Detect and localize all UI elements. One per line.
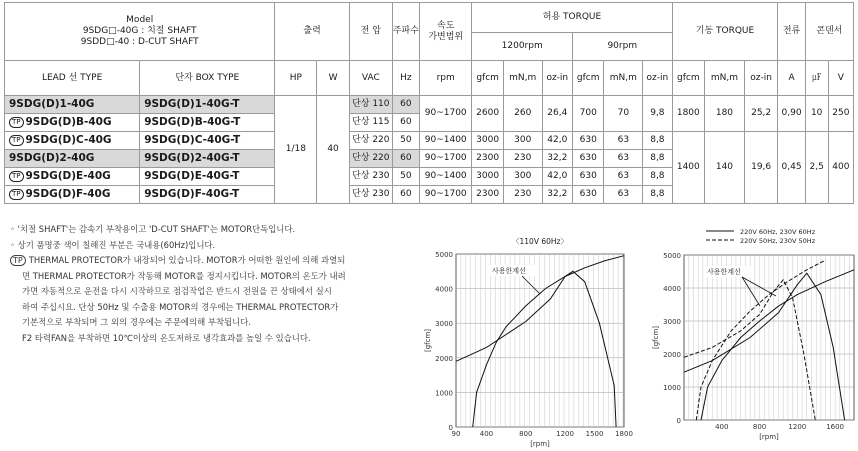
annotation-label: 사용한계선 bbox=[707, 268, 741, 276]
frequency-header: 주파수 bbox=[392, 3, 419, 61]
vac-value: 단상 220 bbox=[349, 132, 392, 150]
v-unit: V bbox=[828, 61, 853, 96]
t2-mnm: 63 bbox=[604, 150, 643, 168]
notes-block bbox=[10, 222, 430, 346]
start-torque-header: 기동 TORQUE bbox=[672, 3, 778, 61]
x-axis-label: [rpm] bbox=[759, 433, 779, 441]
speed-value: 90~1700 bbox=[420, 186, 472, 204]
t2-ozin: 8,8 bbox=[643, 168, 672, 186]
speed-value: 90~1400 bbox=[420, 132, 472, 150]
t2-mnm: 63 bbox=[604, 186, 643, 204]
y-tick-label: 3000 bbox=[663, 318, 681, 326]
lead-model: 9SDG(D)1-40G bbox=[5, 96, 140, 114]
legend-label: 220V 60Hz, 230V 60Hz bbox=[740, 228, 816, 236]
hz-value: 60 bbox=[392, 96, 419, 114]
output-header: 출력 bbox=[275, 3, 349, 61]
box-model: 9SDG(D)F-40G-T bbox=[140, 186, 275, 204]
thermal-protector-badge: TP bbox=[9, 189, 24, 200]
v-value: 250 bbox=[828, 96, 853, 132]
box-model: 9SDG(D)E-40G-T bbox=[140, 168, 275, 186]
start-ozin: 19,6 bbox=[744, 132, 778, 204]
y-tick-label: 2000 bbox=[663, 351, 681, 359]
vac-value: 단상 220 bbox=[349, 150, 392, 168]
y-tick-label: 1000 bbox=[663, 384, 681, 392]
annotation-label: 사용한계선 bbox=[492, 267, 526, 275]
x-tick-label: 800 bbox=[752, 423, 767, 431]
y-axis-label: [gfcm] bbox=[652, 325, 660, 350]
t1-ozin: 42,0 bbox=[542, 132, 572, 150]
lead-model: 9SDG(D)2-40G bbox=[5, 150, 140, 168]
t1-gfcm: 2600 bbox=[472, 96, 503, 132]
thermal-protector-badge: TP bbox=[10, 255, 26, 266]
note-thermal-line: 기본적으로 부착되며 그 외의 경우에는 주문에의해 부착됩니다. bbox=[22, 317, 251, 327]
ozin-unit: oz-in bbox=[744, 61, 778, 96]
x-tick-label: 400 bbox=[479, 430, 494, 438]
w-value: 40 bbox=[317, 96, 350, 204]
plot-frame bbox=[456, 254, 624, 427]
speed-value: 90~1400 bbox=[420, 168, 472, 186]
t1-mnm: 230 bbox=[503, 186, 542, 204]
y-tick-label: 0 bbox=[448, 424, 453, 432]
box-type-header: 단자 BOX TYPE bbox=[140, 61, 275, 96]
hz-unit: Hz bbox=[392, 61, 419, 96]
note-thermal-line: 가면 자동적으로 운전을 다시 시작하므로 점검작업은 반드시 전원을 끈 상태에서 실시 bbox=[22, 286, 332, 296]
torque-chart-110v bbox=[412, 232, 638, 448]
uf-value: 2,5 bbox=[805, 132, 828, 204]
lead-model: TP 9SDG(D)B-40G bbox=[5, 114, 140, 132]
t1-gfcm: 2300 bbox=[472, 150, 503, 168]
t1-ozin: 26,4 bbox=[542, 96, 572, 132]
w-unit: W bbox=[317, 61, 350, 96]
y-tick-label: 5000 bbox=[663, 252, 681, 260]
y-tick-label: 4000 bbox=[663, 285, 681, 293]
thermal-protector-badge: TP bbox=[9, 171, 24, 182]
start-ozin: 25,2 bbox=[744, 96, 778, 132]
t1-ozin: 42,0 bbox=[542, 168, 572, 186]
y-tick-label: 0 bbox=[676, 417, 681, 425]
current-header: 전류 bbox=[778, 3, 805, 61]
y-tick-label: 2000 bbox=[435, 354, 453, 363]
y-axis-label: [gfcm] bbox=[424, 328, 432, 353]
x-tick-label: 400 bbox=[715, 423, 729, 431]
thermal-protector-badge: TP bbox=[9, 135, 24, 146]
lead-model: TP 9SDG(D)C-40G bbox=[5, 132, 140, 150]
voltage-header: 전 압 bbox=[349, 3, 392, 61]
note-shaft: ◦ '치절 SHAFT'는 감속기 부착용이고 'D-CUT SHAFT'는 MOTOR단독입니다. bbox=[10, 224, 296, 234]
hp-unit: HP bbox=[275, 61, 317, 96]
condenser-header: 콘덴서 bbox=[805, 3, 853, 61]
t2-gfcm: 630 bbox=[573, 168, 604, 186]
hp-value: 1/18 bbox=[275, 96, 317, 204]
lead-type-header: LEAD 선 TYPE bbox=[5, 61, 140, 96]
y-tick-label: 1000 bbox=[435, 389, 453, 398]
t2-gfcm: 630 bbox=[573, 150, 604, 168]
x-tick-label: 1200 bbox=[788, 423, 807, 431]
mnm-unit: mN,m bbox=[503, 61, 542, 96]
table-row bbox=[5, 132, 854, 150]
hz-value: 50 bbox=[392, 132, 419, 150]
uf-value: 10 bbox=[805, 96, 828, 132]
start-gfcm: 1800 bbox=[672, 96, 704, 132]
vac-unit: VAC bbox=[349, 61, 392, 96]
t2-gfcm: 630 bbox=[573, 186, 604, 204]
legend-label: 220V 50Hz, 230V 50Hz bbox=[740, 237, 816, 245]
t2-ozin: 9,8 bbox=[643, 96, 672, 132]
chart-title: 〈110V 60Hz〉 bbox=[512, 237, 568, 246]
vac-value: 단상 110 bbox=[349, 96, 392, 114]
x-tick-label: 1600 bbox=[826, 423, 845, 431]
v-value: 400 bbox=[828, 132, 853, 204]
t2-gfcm: 700 bbox=[573, 96, 604, 132]
note-shaded: ◦ 상기 품명중 색이 칠해진 부분은 국내용(60Hz)입니다. bbox=[10, 239, 216, 250]
box-model: 9SDG(D)C-40G-T bbox=[140, 132, 275, 150]
x-tick-label: 90 bbox=[451, 430, 461, 438]
t2-mnm: 70 bbox=[604, 96, 643, 132]
uf-unit: ㎌ bbox=[805, 61, 828, 96]
rpm-1200-header: 1200rpm bbox=[472, 33, 573, 61]
start-mnm: 180 bbox=[705, 96, 745, 132]
current-value: 0,90 bbox=[778, 96, 805, 132]
hz-value: 60 bbox=[392, 150, 419, 168]
hz-value: 60 bbox=[392, 114, 419, 132]
start-gfcm: 1400 bbox=[672, 132, 704, 204]
ozin-unit: oz-in bbox=[643, 61, 672, 96]
vac-value: 단상 115 bbox=[349, 114, 392, 132]
thermal-protector-badge: TP bbox=[9, 117, 24, 128]
spec-table bbox=[4, 2, 854, 204]
note-thermal: TP THERMAL PROTECTOR가 내장되어 있습니다. MOTOR가 어떠한 원인에 의해 과열되 bbox=[10, 253, 430, 269]
hz-value: 60 bbox=[392, 186, 419, 204]
gfcm-unit: gfcm bbox=[672, 61, 704, 96]
mnm-unit: mN,m bbox=[705, 61, 745, 96]
y-tick-label: 4000 bbox=[435, 285, 453, 294]
torque-chart-220v-230v bbox=[650, 224, 856, 448]
t2-gfcm: 630 bbox=[573, 132, 604, 150]
x-axis-label: [rpm] bbox=[530, 440, 550, 448]
rpm-90-header: 90rpm bbox=[573, 33, 673, 61]
x-tick-label: 1800 bbox=[615, 430, 633, 438]
x-tick-label: 1200 bbox=[556, 430, 574, 438]
vac-value: 단상 230 bbox=[349, 168, 392, 186]
start-mnm: 140 bbox=[705, 132, 745, 204]
rpm-unit: rpm bbox=[420, 61, 472, 96]
t1-mnm: 300 bbox=[503, 168, 542, 186]
model-header: Model 9SDG□-40G : 치절 SHAFT 9SDD□-40 : D-CUT SHAFT bbox=[5, 3, 275, 61]
current-value: 0,45 bbox=[778, 132, 805, 204]
t1-mnm: 300 bbox=[503, 132, 542, 150]
t1-gfcm: 3000 bbox=[472, 132, 503, 150]
note-thermal-line: 면 THERMAL PROTECTOR가 작동해 MOTOR를 정지시킵니다. MOTOR의 온도가 내려 bbox=[22, 270, 346, 281]
t2-mnm: 63 bbox=[604, 132, 643, 150]
t1-ozin: 32,2 bbox=[542, 150, 572, 168]
x-tick-label: 800 bbox=[519, 430, 533, 438]
lead-model: TP 9SDG(D)E-40G bbox=[5, 168, 140, 186]
box-model: 9SDG(D)1-40G-T bbox=[140, 96, 275, 114]
speed-value: 90~1700 bbox=[420, 96, 472, 132]
gfcm-unit: gfcm bbox=[573, 61, 604, 96]
hz-value: 50 bbox=[392, 168, 419, 186]
y-tick-label: 3000 bbox=[435, 320, 453, 329]
y-tick-label: 5000 bbox=[435, 251, 453, 259]
t1-mnm: 260 bbox=[503, 96, 542, 132]
note-thermal-line: 하여 주십시요. 단상 50Hz 및 수출용 MOTOR의 경우에는 THERMAL PROTECTOR가 bbox=[22, 301, 339, 312]
speed-header: 속도 가변범위 bbox=[420, 3, 472, 61]
note-fan: F2 타력FAN을 부착하면 10℃이상의 온도저하로 냉각효과를 높일 수 있습니다. bbox=[22, 332, 311, 343]
t1-gfcm: 2300 bbox=[472, 186, 503, 204]
ozin-unit: oz-in bbox=[542, 61, 572, 96]
t2-ozin: 8,8 bbox=[643, 186, 672, 204]
gfcm-unit: gfcm bbox=[472, 61, 503, 96]
t1-ozin: 32,2 bbox=[542, 186, 572, 204]
table-row bbox=[5, 96, 854, 114]
t2-mnm: 63 bbox=[604, 168, 643, 186]
x-tick-label: 1500 bbox=[585, 430, 604, 438]
t1-mnm: 230 bbox=[503, 150, 542, 168]
t2-ozin: 8,8 bbox=[643, 150, 672, 168]
t1-gfcm: 3000 bbox=[472, 168, 503, 186]
speed-value: 90~1700 bbox=[420, 150, 472, 168]
vac-value: 단상 230 bbox=[349, 186, 392, 204]
box-model: 9SDG(D)B-40G-T bbox=[140, 114, 275, 132]
allow-torque-header: 허용 TORQUE bbox=[472, 3, 672, 33]
mnm-unit: mN,m bbox=[604, 61, 643, 96]
box-model: 9SDG(D)2-40G-T bbox=[140, 150, 275, 168]
amp-unit: A bbox=[778, 61, 805, 96]
t2-ozin: 8,8 bbox=[643, 132, 672, 150]
lead-model: TP 9SDG(D)F-40G bbox=[5, 186, 140, 204]
